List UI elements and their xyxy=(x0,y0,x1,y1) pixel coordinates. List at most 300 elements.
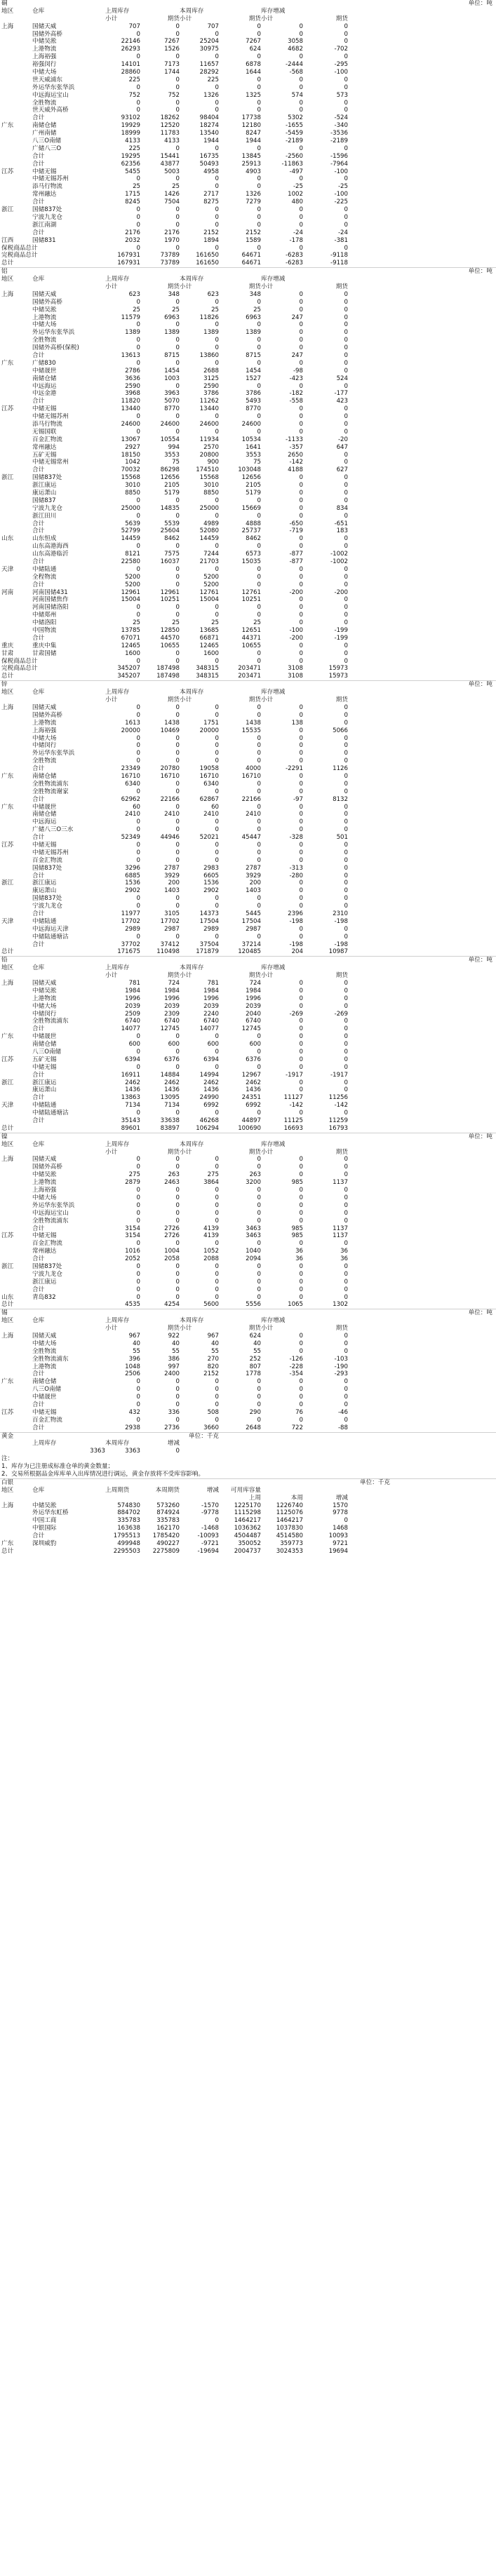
this-week-futures-cell: 0 xyxy=(257,428,261,436)
header-futures: 期货 xyxy=(167,972,180,980)
change-subtotal-cell: 0 xyxy=(299,1025,303,1033)
change-subtotal-cell: 0 xyxy=(299,543,303,551)
last-week-subtotal-cell: 623 xyxy=(128,290,140,298)
last-week-subtotal-cell: 0 xyxy=(136,1194,140,1201)
table-row xyxy=(0,1424,496,1432)
last-week-futures-cell: 6963 xyxy=(164,313,180,321)
this-week-futures-cell: 0 xyxy=(257,1394,261,1401)
table-row xyxy=(0,720,496,727)
this-week-subtotal-cell: 2570 xyxy=(203,443,219,451)
this-week-futures-cell: 64671 xyxy=(241,252,261,259)
table-row xyxy=(0,627,496,635)
last-week-futures-cell: 0 xyxy=(175,734,180,742)
last-week-futures-cell: 15441 xyxy=(160,152,180,160)
change-subtotal-cell: -568 xyxy=(289,69,303,76)
this-week-subtotal-cell: 0 xyxy=(215,1033,219,1041)
last-week-futures-cell: 2309 xyxy=(164,1010,180,1018)
last-week-futures-cell: 14884 xyxy=(160,1071,180,1079)
last-week-subtotal-cell: 8850 xyxy=(125,490,140,497)
table-row xyxy=(0,727,496,735)
silver-row xyxy=(0,1548,496,1556)
this-week-futures-cell: 4888 xyxy=(246,520,261,527)
last-week-subtotal-cell: 0 xyxy=(136,321,140,329)
this-week-subtotal-cell: 2590 xyxy=(203,382,219,390)
change-futures-cell: 0 xyxy=(344,895,348,903)
change-futures-cell: 0 xyxy=(344,359,348,367)
change-futures-cell: -524 xyxy=(334,114,348,122)
table-row xyxy=(0,259,496,267)
this-week-futures-cell: 600 xyxy=(249,1041,261,1048)
change-subtotal-cell: 11127 xyxy=(283,1094,303,1102)
this-week-futures-cell: 0 xyxy=(257,826,261,834)
this-week-subtotal-cell: 0 xyxy=(215,543,219,551)
this-week-subtotal-cell: 0 xyxy=(215,1270,219,1278)
change-futures-cell: 501 xyxy=(336,834,348,842)
last-week-subtotal-cell: 1536 xyxy=(125,879,140,887)
this-week-futures-cell: 0 xyxy=(257,581,261,588)
last-week-subtotal-cell: 345207 xyxy=(117,665,140,673)
this-week-subtotal-cell: 3786 xyxy=(203,390,219,398)
warehouse-cell: 常州融达 xyxy=(32,191,57,198)
last-week-futures-cell: 994 xyxy=(168,443,180,451)
table-row xyxy=(0,383,496,391)
this-week-subtotal-cell: 0 xyxy=(215,742,219,750)
last-week-subtotal-cell: 18150 xyxy=(121,451,140,459)
table-row xyxy=(0,1094,496,1102)
warehouse-cell: 中储无锡 xyxy=(32,405,57,413)
change-subtotal-cell: 0 xyxy=(299,727,303,734)
last-week-futures-cell: 2105 xyxy=(164,482,180,490)
this-week-subtotal-cell: 0 xyxy=(215,1386,219,1394)
last-week-futures-cell: 0 xyxy=(175,1262,180,1270)
change-subtotal-cell: -25 xyxy=(293,183,303,191)
this-week-subtotal-cell: 0 xyxy=(215,1194,219,1201)
change-futures-cell: 0 xyxy=(344,1164,348,1171)
warehouse-cell: 中储无锡苏州 xyxy=(32,175,69,183)
change-futures-cell: 1302 xyxy=(333,1301,348,1309)
change-futures-cell: 10987 xyxy=(328,948,348,956)
last-week-futures-cell: 10554 xyxy=(160,436,180,443)
silver-header-region: 地区 xyxy=(1,1486,14,1494)
this-week-subtotal-cell: 0 xyxy=(215,221,219,229)
change-subtotal-cell: 0 xyxy=(299,290,303,298)
this-week-futures-cell: 0 xyxy=(257,841,261,849)
this-week-futures-cell: 724 xyxy=(249,980,261,987)
header-region: 地区 xyxy=(1,1140,14,1148)
this-week-subtotal-cell: 55 xyxy=(211,1347,219,1355)
change-subtotal-cell: 3058 xyxy=(288,38,303,46)
warehouse-cell: 合计 xyxy=(32,910,45,917)
this-week-futures-cell: 1403 xyxy=(246,887,261,895)
header-futures: 期货 xyxy=(248,283,261,290)
this-week-subtotal-cell: 46268 xyxy=(199,1117,219,1125)
this-week-futures-cell: 5445 xyxy=(246,910,261,917)
this-week-subtotal-cell: 0 xyxy=(215,734,219,742)
change-futures-cell: 16793 xyxy=(328,1124,348,1132)
this-week-futures-cell: 0 xyxy=(257,1217,261,1225)
header-futures: 期货 xyxy=(335,1148,348,1156)
this-week-futures-cell: 0 xyxy=(257,903,261,910)
last-week-futures-cell: 25604 xyxy=(160,527,180,535)
change-subtotal-cell: 0 xyxy=(299,657,303,665)
futures-change-cell: -1468 xyxy=(201,1525,219,1532)
warehouse-cell: 国储外高桥 xyxy=(32,711,62,719)
this-week-subtotal-cell: 6740 xyxy=(203,1018,219,1025)
change-futures-cell: 0 xyxy=(344,757,348,765)
last-week-subtotal-cell: 3154 xyxy=(125,1232,140,1240)
change-subtotal-cell: -142 xyxy=(289,1102,303,1110)
header-this-week: 本周库存 xyxy=(180,1317,204,1325)
last-week-subtotal-cell: 13863 xyxy=(121,1094,140,1102)
warehouse-cell: 上海裕强 xyxy=(32,1187,57,1194)
this-week-subtotal-cell: 0 xyxy=(215,849,219,856)
table-row xyxy=(0,291,496,299)
last-week-futures-cell: 0 xyxy=(175,856,180,864)
last-week-futures-cell: 0 xyxy=(175,512,180,520)
last-week-subtotal-cell: 3636 xyxy=(125,375,140,382)
change-futures-cell: 0 xyxy=(344,83,348,91)
last-week-subtotal-cell: 52799 xyxy=(121,527,140,535)
this-week-futures-cell: 0 xyxy=(257,321,261,329)
last-week-subtotal-cell: 225 xyxy=(128,144,140,152)
table-row xyxy=(0,1079,496,1087)
table-row xyxy=(0,872,496,880)
table-row xyxy=(0,122,496,130)
last-week-futures-cell: 20780 xyxy=(160,765,180,773)
this-week-subtotal-cell: 28292 xyxy=(199,69,219,76)
table-row xyxy=(0,818,496,826)
this-week-subtotal-cell: 0 xyxy=(215,413,219,421)
last-week-subtotal-cell: 1016 xyxy=(125,1248,140,1255)
this-week-subtotal-cell: 60 xyxy=(211,803,219,811)
change-futures-cell: 0 xyxy=(344,1041,348,1048)
region-cell: 河南 xyxy=(1,588,14,596)
header-row xyxy=(0,8,496,15)
last-week-subtotal-cell: 0 xyxy=(136,841,140,849)
warehouse-cell: 合计 xyxy=(32,558,45,566)
last-week-subtotal-cell: 6394 xyxy=(125,1056,140,1063)
change-subtotal-cell: -313 xyxy=(289,864,303,872)
last-week-futures-cell: 1003 xyxy=(164,375,180,382)
header-row xyxy=(0,1141,496,1149)
change-futures-cell: 0 xyxy=(344,780,348,788)
table-row xyxy=(0,1187,496,1194)
change-futures-cell: 0 xyxy=(344,657,348,665)
header-change: 库存增减 xyxy=(261,964,286,972)
warehouse-cell: 合计 xyxy=(32,466,45,474)
last-week-futures-cell: 0 xyxy=(175,757,180,765)
silver-row xyxy=(0,1540,496,1548)
change-subtotal-cell: 0 xyxy=(299,895,303,903)
change-futures-cell: 0 xyxy=(344,175,348,183)
change-subtotal-cell: 0 xyxy=(299,474,303,482)
last-week-subtotal-cell: 70032 xyxy=(121,466,140,474)
this-week-subtotal-cell: 0 xyxy=(215,856,219,864)
change-subtotal-cell: 0 xyxy=(299,887,303,895)
change-futures-cell: 423 xyxy=(336,398,348,405)
last-week-subtotal-cell: 0 xyxy=(136,1278,140,1286)
silver-header-capacity: 可用库容量 xyxy=(231,1486,261,1494)
change-futures-cell: 0 xyxy=(344,1156,348,1164)
last-week-futures-cell: 0 xyxy=(175,933,180,940)
table-row xyxy=(0,1417,496,1424)
this-week-subtotal-cell: 1052 xyxy=(203,1248,219,1255)
this-week-futures-cell: 0 xyxy=(257,30,261,38)
change-subtotal-cell: 0 xyxy=(299,83,303,91)
last-week-subtotal-cell: 0 xyxy=(136,213,140,221)
warehouse-cell: 中储陆通 xyxy=(32,565,57,573)
last-week-futures-cell: 1970 xyxy=(164,236,180,244)
this-week-futures-cell: 0 xyxy=(257,1270,261,1278)
last-week-futures-cell: 0 xyxy=(175,83,180,91)
last-week-futures-cell: 0 xyxy=(175,1164,180,1171)
change-futures-cell: 0 xyxy=(344,512,348,520)
warehouse-cell: 中储陆通塘沽 xyxy=(32,933,69,940)
last-week-futures-cell: 2058 xyxy=(164,1255,180,1263)
change-futures-cell: 0 xyxy=(344,38,348,46)
warehouse-cell: 中国物流 xyxy=(32,627,57,635)
table-row xyxy=(0,1386,496,1394)
this-week-subtotal-cell: 0 xyxy=(215,1416,219,1424)
header-subtotal: 小计 xyxy=(261,696,274,704)
this-week-subtotal-cell: 6394 xyxy=(203,1056,219,1063)
change-futures-cell: 0 xyxy=(344,841,348,849)
last-week-futures-cell: 2400 xyxy=(164,1370,180,1378)
last-week-subtotal-cell: 5200 xyxy=(125,573,140,581)
header-subrow xyxy=(0,1325,496,1333)
this-week-subtotal-cell: 0 xyxy=(215,298,219,306)
last-week-subtotal-cell: 0 xyxy=(136,903,140,910)
last-week-subtotal-cell: 3010 xyxy=(125,482,140,490)
warehouse-cell: 八三O南储 xyxy=(32,137,62,145)
header-warehouse: 仓库 xyxy=(32,964,45,972)
last-week-futures-cell: 3929 xyxy=(164,872,180,879)
this-week-futures-cell: 0 xyxy=(257,183,261,191)
last-week-subtotal-cell: 0 xyxy=(136,206,140,214)
table-row xyxy=(0,61,496,69)
table-row xyxy=(0,1156,496,1164)
header-warehouse: 仓库 xyxy=(32,689,45,696)
warehouse-cell: 上港物流 xyxy=(32,1179,57,1187)
last-week-futures-cell: 0 xyxy=(175,321,180,329)
region-cell: 甘肃 xyxy=(1,649,14,657)
last-week-futures-cell: 2987 xyxy=(164,925,180,933)
change-subtotal-cell: 0 xyxy=(299,428,303,436)
last-week-futures-cell: 12520 xyxy=(160,122,180,130)
table-row xyxy=(0,558,496,566)
this-week-futures-cell: 0 xyxy=(257,780,261,788)
header-warehouse: 仓库 xyxy=(32,1140,45,1148)
this-week-futures-cell: 5493 xyxy=(246,398,261,405)
warehouse-cell: 山东恒成 xyxy=(32,535,57,543)
futures-change-cell: -19694 xyxy=(197,1547,219,1555)
this-week-futures-cell: 6740 xyxy=(246,1018,261,1025)
table-row xyxy=(0,100,496,107)
change-subtotal-cell: 247 xyxy=(291,313,303,321)
last-week-subtotal-cell: 1600 xyxy=(125,649,140,657)
this-week-subtotal-cell: 12465 xyxy=(199,642,219,649)
warehouse-cell: 上港物流 xyxy=(32,719,57,727)
last-week-futures-cell: 0 xyxy=(175,818,180,826)
this-week-futures-cell: 3463 xyxy=(246,1225,261,1232)
this-week-futures-cell: 5556 xyxy=(246,1301,261,1309)
this-week-futures-cell: 2462 xyxy=(246,1079,261,1086)
last-week-futures-cell: 922 xyxy=(168,1332,180,1340)
warehouse-cell: 广储八三O三水 xyxy=(32,826,74,834)
change-subtotal-cell: 0 xyxy=(299,1416,303,1424)
this-week-subtotal-cell: 2088 xyxy=(203,1255,219,1263)
change-subtotal-cell: 204 xyxy=(291,948,303,956)
change-futures-cell: -9118 xyxy=(330,259,348,267)
last-week-futures-cell: 2462 xyxy=(164,1079,180,1086)
last-week-futures-cell: 0 xyxy=(175,1048,180,1056)
change-futures-cell: 0 xyxy=(344,788,348,795)
change-futures-cell: -20 xyxy=(337,436,348,443)
this-week-subtotal-cell: 20800 xyxy=(199,451,219,459)
header-subrow xyxy=(0,15,496,23)
change-subtotal-cell: 4682 xyxy=(288,46,303,53)
change-subtotal-cell: -1917 xyxy=(286,1071,303,1079)
change-futures-cell: 0 xyxy=(344,1217,348,1225)
this-week-futures-cell: 44897 xyxy=(241,1117,261,1125)
change-futures-cell: -702 xyxy=(334,46,348,53)
change-subtotal-cell: -198 xyxy=(289,917,303,925)
header-change: 库存增减 xyxy=(261,276,286,283)
header-subtotal: 小计 xyxy=(180,696,192,704)
change-subtotal-cell: -280 xyxy=(289,872,303,879)
last-week-subtotal-cell: 0 xyxy=(136,1394,140,1401)
gold-change: 0 xyxy=(175,1448,180,1455)
this-week-subtotal-cell: 174510 xyxy=(196,466,219,474)
this-week-subtotal-cell: 348315 xyxy=(196,665,219,673)
this-week-subtotal-cell: 4139 xyxy=(203,1225,219,1232)
last-week-futures-cell: 4133 xyxy=(164,137,180,145)
silver-row xyxy=(0,1502,496,1510)
last-week-subtotal-cell: 275 xyxy=(128,1171,140,1179)
region-cell: 江苏 xyxy=(1,168,14,175)
table-row xyxy=(0,390,496,398)
last-week-futures-cell: 0 xyxy=(175,903,180,910)
table-row xyxy=(0,987,496,995)
table-row xyxy=(0,490,496,497)
gold-header-last: 上周库存 xyxy=(32,1440,57,1448)
last-week-futures-cell: 10251 xyxy=(160,596,180,604)
table-row xyxy=(0,1271,496,1279)
warehouse-cell: 合计 xyxy=(32,634,45,642)
this-week-subtotal-cell: 52021 xyxy=(199,834,219,842)
last-week-subtotal-cell: 0 xyxy=(136,175,140,183)
this-week-subtotal-cell: 0 xyxy=(215,604,219,612)
header-last-week: 上周库存 xyxy=(105,964,130,972)
warehouse-cell: 百金汇物流 xyxy=(32,1240,62,1248)
change-subtotal-cell: -6283 xyxy=(286,252,303,259)
change-subtotal-cell: 0 xyxy=(299,337,303,344)
this-week-futures-cell: 2040 xyxy=(246,1010,261,1018)
this-week-futures-cell: 0 xyxy=(257,1286,261,1293)
last-week-subtotal-cell: 600 xyxy=(128,1041,140,1048)
futures-change-cell: -9721 xyxy=(201,1540,219,1548)
change-futures-cell: 0 xyxy=(344,337,348,344)
last-week-subtotal-cell: 0 xyxy=(136,826,140,834)
last-week-futures-cell: 0 xyxy=(175,895,180,903)
last-week-futures-cell: 1426 xyxy=(164,191,180,198)
last-week-futures-cell: 12961 xyxy=(160,588,180,596)
change-subtotal-cell: -2444 xyxy=(286,61,303,69)
header-row xyxy=(0,1317,496,1325)
last-week-subtotal-cell: 2879 xyxy=(125,1179,140,1187)
this-week-futures-cell: 0 xyxy=(257,649,261,657)
this-week-subtotal-cell: 0 xyxy=(215,99,219,107)
this-week-subtotal-cell: 0 xyxy=(215,1394,219,1401)
warehouse-cell: 宁波九龙仓 xyxy=(32,1270,62,1278)
change-subtotal-cell: 0 xyxy=(299,619,303,627)
this-week-futures-cell: 0 xyxy=(257,1293,261,1301)
last-week-futures-cell: 5539 xyxy=(164,520,180,527)
change-futures-cell: 1126 xyxy=(333,765,348,773)
last-week-subtotal-cell: 2506 xyxy=(125,1370,140,1378)
change-subtotal-cell: 0 xyxy=(299,1171,303,1179)
this-week-futures-cell: 0 xyxy=(257,1110,261,1117)
this-week-subtotal-cell: 3010 xyxy=(203,482,219,490)
this-week-subtotal-cell: 106294 xyxy=(196,1124,219,1132)
this-week-subtotal-cell: 5600 xyxy=(203,1301,219,1309)
last-week-subtotal-cell: 8245 xyxy=(125,198,140,206)
last-week-subtotal-cell: 25 xyxy=(133,619,140,627)
last-week-futures-cell: 17702 xyxy=(160,917,180,925)
this-week-futures-cell: 15035 xyxy=(241,558,261,566)
commodity-title: 硐 xyxy=(1,0,8,7)
silver-header-cap-change: 增减 xyxy=(335,1494,348,1502)
warehouse-cell: 合计 xyxy=(32,398,45,405)
warehouse-cell: 国储外高桥 xyxy=(32,1164,62,1171)
last-week-futures-cell: 22166 xyxy=(160,795,180,803)
this-week-subtotal-cell: 3864 xyxy=(203,1179,219,1187)
change-futures-cell: 0 xyxy=(344,1110,348,1117)
this-week-futures-cell: 0 xyxy=(257,711,261,719)
this-week-subtotal-cell: 0 xyxy=(215,818,219,826)
this-week-subtotal-cell: 0 xyxy=(215,53,219,61)
header-this-week: 本周库存 xyxy=(180,276,204,283)
warehouse-cell: 国储天威 xyxy=(32,703,57,711)
change-subtotal-cell: 0 xyxy=(299,535,303,543)
this-week-subtotal-cell: 8850 xyxy=(203,490,219,497)
region-cell: 总计 xyxy=(1,1124,14,1132)
last-week-subtotal-cell: 19929 xyxy=(121,122,140,130)
this-week-futures-cell: 0 xyxy=(257,788,261,795)
this-week-subtotal-cell: 0 xyxy=(215,826,219,834)
region-cell: 江苏 xyxy=(1,405,14,413)
last-week-futures-cell: 0 xyxy=(175,298,180,306)
last-week-futures-cell: 0 xyxy=(175,565,180,573)
this-week-subtotal-cell: 0 xyxy=(215,206,219,214)
change-subtotal-cell: 0 xyxy=(299,742,303,750)
table-row xyxy=(0,1018,496,1025)
capacity-this-cell: 359773 xyxy=(280,1540,303,1548)
this-week-subtotal-cell: 11657 xyxy=(199,61,219,69)
warehouse-cell: 中国工商 xyxy=(32,1517,57,1525)
change-futures-cell: 0 xyxy=(344,1201,348,1209)
region-cell: 广东 xyxy=(1,803,14,811)
last-week-futures-cell: 83897 xyxy=(160,1124,180,1132)
region-cell: 广东 xyxy=(1,122,14,130)
last-week-futures-cell: 11783 xyxy=(160,130,180,137)
warehouse-cell: 国储837 xyxy=(32,497,56,504)
header-subtotal: 小计 xyxy=(261,972,274,980)
last-week-futures-cell: 7504 xyxy=(164,198,180,206)
this-week-subtotal-cell: 3125 xyxy=(203,375,219,382)
this-week-subtotal-cell: 13685 xyxy=(199,627,219,635)
change-futures-cell: 0 xyxy=(344,459,348,466)
